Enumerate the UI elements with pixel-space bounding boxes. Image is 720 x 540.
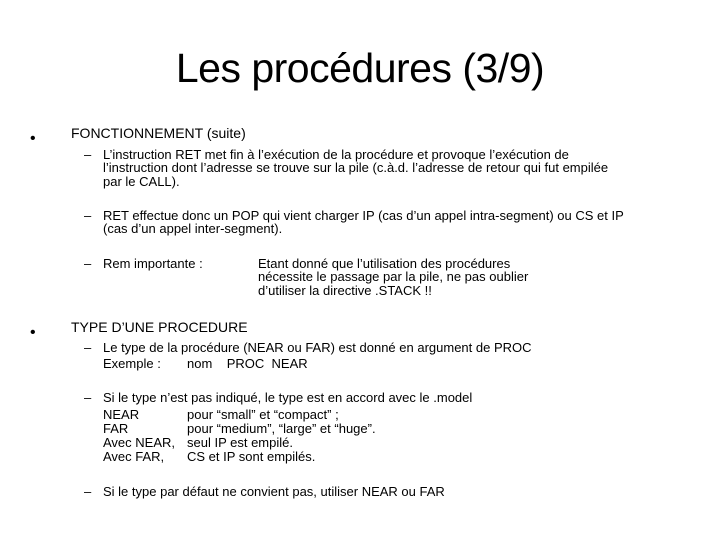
bullet-marker: • [30, 324, 36, 341]
model-row-right: seul IP est empilé. [187, 435, 293, 450]
model-row-left: NEAR [103, 407, 140, 422]
text-line: d’utiliser la directive .STACK !! [258, 282, 432, 298]
slide-title: Les procédures (3/9) [175, 45, 545, 91]
model-row-right: CS et IP sont empilés. [187, 449, 316, 464]
text-line: RET effectue donc un POP qui vient charger IP (cas d’un appel intra-segment) ou CS et IP [103, 208, 624, 223]
model-row-left: FAR [103, 421, 129, 436]
bullet-marker: • [30, 130, 36, 147]
item-ret-pop [103, 209, 672, 236]
text-line: Etant donné que l’utilisation des procédures [258, 256, 511, 271]
model-row-left: Avec FAR, [103, 449, 165, 464]
model-row-left: Avec NEAR, [103, 435, 176, 450]
dash-marker: – [84, 208, 92, 223]
text-line: (cas d’un appel inter-segment). [103, 221, 283, 237]
dash-marker: – [84, 256, 92, 271]
model-row-right: pour “small” et “compact” ; [187, 407, 339, 422]
item-type-default-model: Si le type n’est pas indiqué, le type est en accord avec le .model [103, 390, 473, 405]
rem-importante-label: Rem importante : [103, 256, 203, 271]
item-type-override: Si le type par défaut ne convient pas, utiliser NEAR ou FAR [103, 484, 445, 499]
text-line: nécessite le passage par la pile, ne pas oublier [258, 269, 529, 285]
example-label: Exemple : [103, 356, 161, 371]
item-ret-explanation [103, 148, 672, 188]
dash-marker: – [84, 484, 92, 499]
section-heading-type-procedure: TYPE D’UNE PROCEDURE [71, 319, 248, 335]
item-type-argument: Le type de la procédure (NEAR ou FAR) est donné en argument de PROC [103, 340, 532, 355]
rem-importante-text [258, 257, 558, 297]
dash-marker: – [84, 390, 92, 405]
dash-marker: – [84, 340, 92, 355]
dash-marker: – [84, 147, 92, 162]
section-heading-fonctionnement: FONCTIONNEMENT (suite) [71, 125, 246, 141]
text-line: L’instruction RET met fin à l’exécution de la procédure et provoque l’exécution de [103, 147, 569, 162]
model-row-right: pour “medium”, “large” et “huge”. [187, 421, 376, 436]
text-line: l’instruction dont l’adresse se trouve sur la pile (c.à.d. l’adresse de retour qui fut empilée [103, 160, 609, 176]
text-line: par le CALL). [103, 173, 180, 189]
example-value: nom PROC NEAR [187, 356, 308, 371]
